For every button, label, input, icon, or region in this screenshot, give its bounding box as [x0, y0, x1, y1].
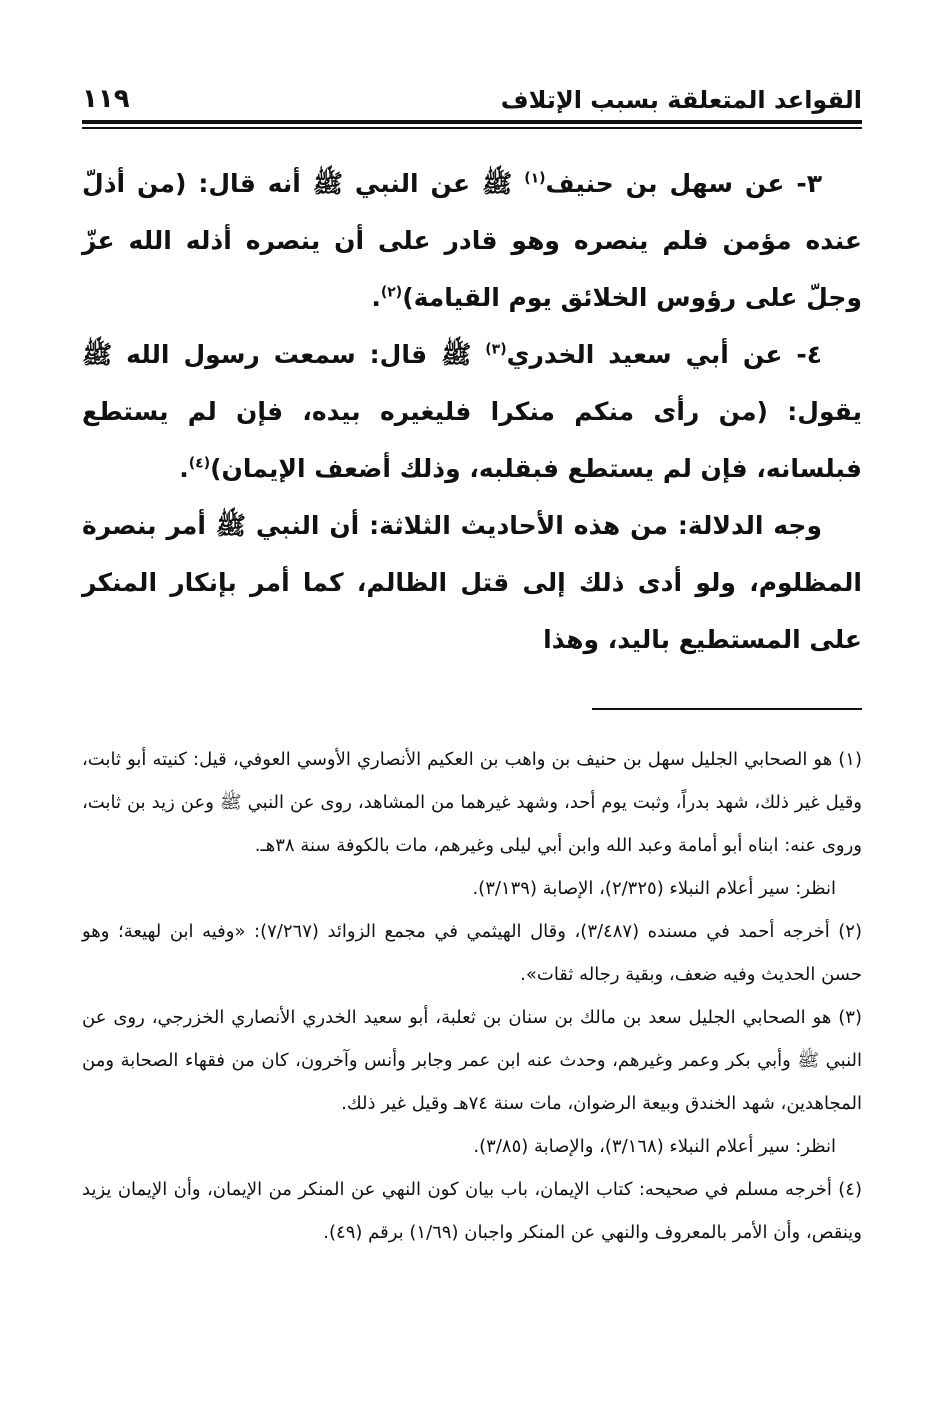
para1-end: .: [371, 283, 381, 312]
evidence-paragraph: [82, 497, 862, 668]
running-title: القواعد المتعلقة بسبب الإتلاف: [500, 86, 862, 114]
footnote-3-reference: انظر: سير أعلام النبلاء (٣/١٦٨)، والإصابة (٣/٨٥).: [473, 1136, 836, 1157]
running-header: [82, 80, 862, 114]
main-text: [82, 155, 862, 668]
page-number: ١١٩: [82, 84, 130, 114]
evidence-label: وجه الدلالة:: [668, 511, 822, 540]
footnote-ref-4: (٤): [188, 455, 211, 472]
hadith-paragraph-3: [82, 155, 862, 326]
book-page: [82, 80, 862, 1254]
footnote-3: (٣) هو الصحابي الجليل سعد بن مالك بن سنان بن ثعلبة، أبو سعيد الخدري الأنصاري الخزرجي، روى عن النبي ﷺ وأبي بكر وعمر وغيرهم، وحدث عنه ابن عمر وجابر وأنس وآخرون، كان من فقهاء الصحابة ومن المجاهدين، شهد الخندق وبيعة الرضوان، مات سنة ٧٤هـ وقيل غير ذلك.: [82, 1007, 862, 1114]
footnotes: [82, 738, 862, 1254]
footnote-ref-2: (٢): [380, 284, 403, 301]
para2-text-b: ﷺ قال: سمعت رسول الله ﷺ يقول: (من رأى منكم منكرا فليغيره بيده، فإن لم يستطع فبلسانه، فإن لم يستطع فبقلبه، وذلك أضعف الإيمان): [82, 340, 862, 483]
hadith-paragraph-4: [82, 326, 862, 497]
footnote-ref-3: (٣): [485, 341, 507, 358]
footnote-separator: [592, 708, 862, 710]
footnote-ref-1: (١): [524, 170, 546, 187]
para2-end: .: [179, 454, 189, 483]
footnote-1: (١) هو الصحابي الجليل سهل بن حنيف بن واهب بن العكيم الأنصاري الأوسي العوفي، قيل: كنيته أبو ثابت، وقيل غير ذلك، شهد بدراً، وثبت يوم أحد، وشهد غيرهما من المشاهد، روى عن النبي ﷺ وعن زيد بن ثابت، وروى عنه: ابناه أبو أمامة وعبد الله وابن أبي ليلى وغيرهم، مات بالكوفة سنة ٣٨هـ.: [82, 749, 862, 856]
footnote-1-reference: انظر: سير أعلام النبلاء (٢/٣٢٥)، الإصابة (٣/١٣٩).: [472, 878, 836, 899]
header-rule-thick: [82, 120, 862, 124]
para2-text-a: ٤- عن أبي سعيد الخدري: [506, 340, 823, 369]
para1-text-b: ﷺ عن النبي ﷺ أنه قال: (من أذلّ عنده مؤمن فلم ينصره وهو قادر على أن ينصره أذله الله عزّ وجلّ على رؤوس الخلائق يوم القيامة): [82, 169, 862, 312]
evidence-text: من هذه الأحاديث الثلاثة: أن النبي ﷺ أمر بنصرة المظلوم، ولو أدى ذلك إلى قتل الظالم، كما أمر بإنكار المنكر على المستطيع باليد، وهذا: [82, 511, 862, 654]
para1-text-a: ٣- عن سهل بن حنيف: [545, 169, 822, 198]
footnote-2: (٢) أخرجه أحمد في مسنده (٣/٤٨٧)، وقال الهيثمي في مجمع الزوائد (٧/٢٦٧): «وفيه ابن لهيعة؛ وهو حسن الحديث وفيه ضعف، وبقية رجاله ثقات».: [82, 921, 862, 985]
footnote-4: (٤) أخرجه مسلم في صحيحه: كتاب الإيمان، باب بيان كون النهي عن المنكر من الإيمان، وأن الإيمان يزيد وينقص، وأن الأمر بالمعروف والنهي عن المنكر واجبان (١/٦٩) برقم (٤٩).: [82, 1179, 862, 1243]
header-rule-thin: [82, 127, 862, 129]
